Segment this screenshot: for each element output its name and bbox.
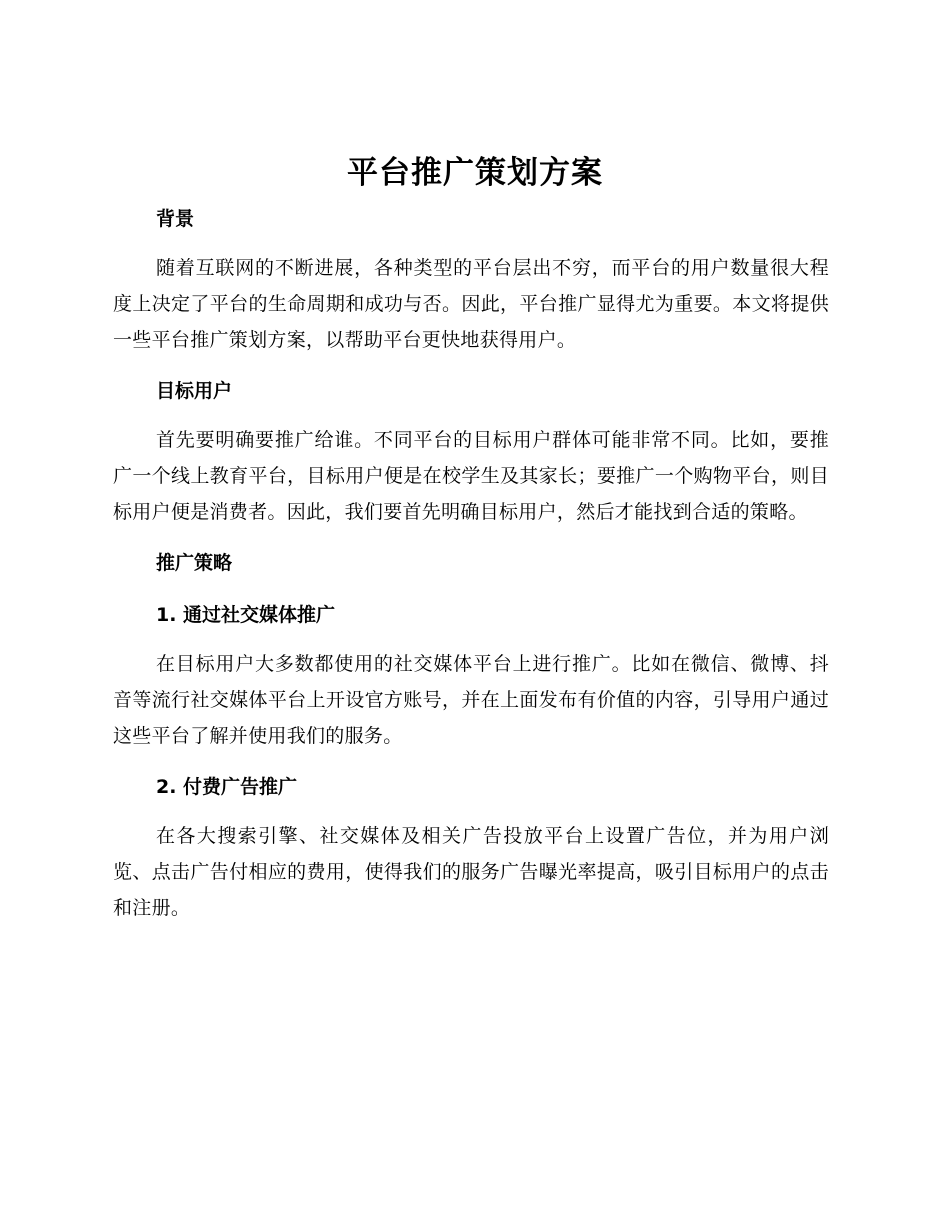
section-heading-background: 背景 (156, 208, 195, 230)
subsection-text-paid-ads: 在各大搜索引擎、社交媒体及相关广告投放平台上设置广告位，并为用户浏览、点击广告付相应的费用，使得我们的服务广告曝光率提高，吸引目标用户的点击和注册。 (113, 825, 829, 919)
document-body (113, 200, 829, 926)
section-text-background: 随着互联网的不断进展，各种类型的平台层出不穷，而平台的用户数量很大程度上决定了平台的生命周期和成功与否。因此，平台推广显得尤为重要。本文将提供一些平台推广策划方案，以帮助平台更快地获得用户。 (113, 257, 829, 351)
subsection-heading-social-media: 1. 通过社交媒体推广 (156, 604, 336, 626)
section-heading-strategy: 推广策略 (156, 552, 233, 574)
subsection-heading-paid-ads: 2. 付费广告推广 (156, 776, 298, 798)
subsection-text-social-media: 在目标用户大多数都使用的社交媒体平台上进行推广。比如在微信、微博、抖音等流行社交媒体平台上开设官方账号，并在上面发布有价值的内容，引导用户通过这些平台了解并使用我们的服务。 (113, 653, 829, 747)
section-heading-target-users: 目标用户 (156, 380, 233, 402)
document-title: 平台推广策划方案 (347, 155, 603, 191)
section-text-target-users: 首先要明确要推广给谁。不同平台的目标用户群体可能非常不同。比如，要推广一个线上教育平台，目标用户便是在校学生及其家长；要推广一个购物平台，则目标用户便是消费者。因此，我们要首先明确目标用户，然后才能找到合适的策略。 (113, 429, 829, 523)
